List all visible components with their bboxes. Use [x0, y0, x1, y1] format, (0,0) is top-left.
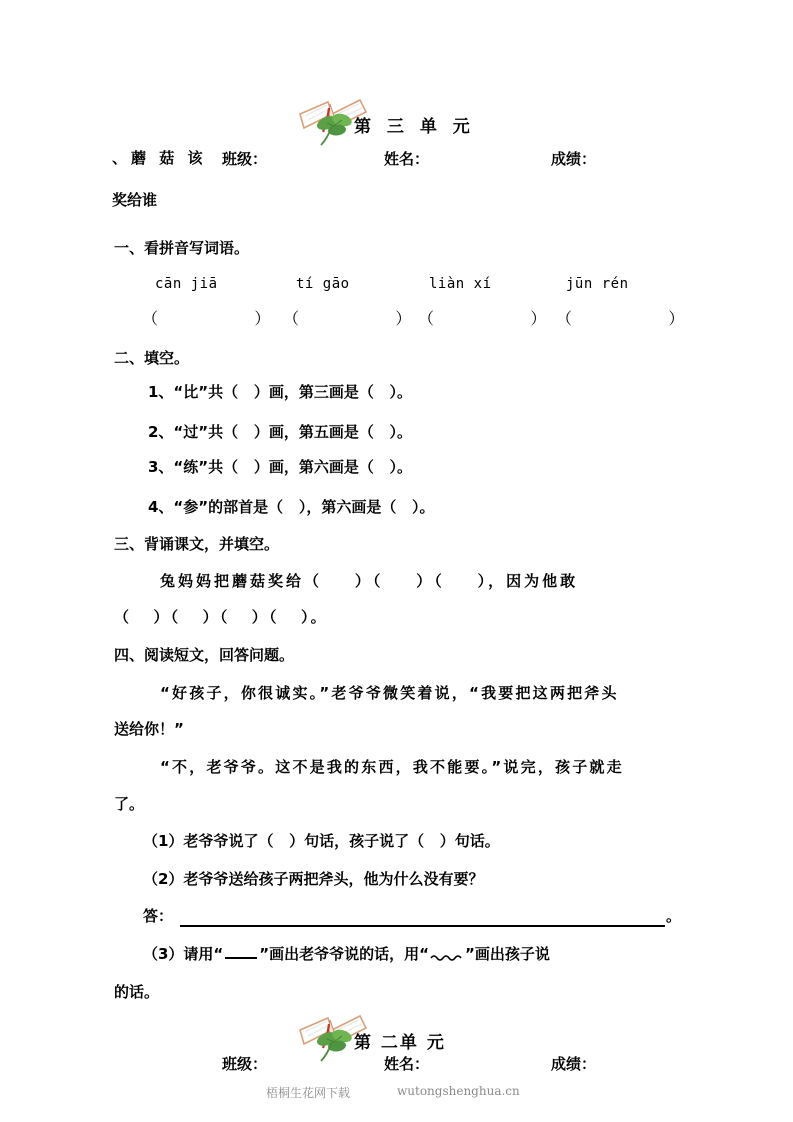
passage-line-2: 送给你！” — [114, 720, 184, 738]
question-3-line2: 的话。 — [114, 983, 160, 1001]
section-2-heading: 二、填空。 — [114, 349, 190, 367]
pinyin-blank-2[interactable]: （ ） — [283, 309, 412, 328]
name-label-bottom: 姓名： — [384, 1055, 430, 1073]
title-fragment-line1: 、蘑 菇 该 — [112, 149, 207, 167]
question-2: （2）老爷爷送给孩子两把斧头，他为什么没有要？ — [143, 870, 484, 888]
pinyin-blank-1[interactable]: （ ） — [142, 309, 271, 328]
question-3 — [143, 943, 550, 964]
class-label-top: 班级： — [222, 150, 268, 168]
fill-blank-item-2[interactable]: 2、“过”共（ ）画，第五画是（ ）。 — [148, 423, 412, 441]
section-1-heading: 一、看拼音写词语。 — [114, 239, 250, 257]
unit-title-bottom: 第 二单 元 — [354, 1032, 446, 1053]
question-3-part2: ”画出老爷爷说的话，用“ — [259, 945, 430, 963]
fill-blank-item-1[interactable]: 1、“比”共（ ）画，第三画是（ ）。 — [148, 383, 412, 401]
pinyin-item-2: tí gāo — [296, 276, 350, 292]
pinyin-blank-3[interactable]: （ ） — [418, 309, 547, 328]
passage-line-1: “好孩子，你很诚实。”老爷爷微笑着说，“我要把这两把斧头 — [160, 684, 619, 702]
question-1[interactable]: （1）老爷爷说了（ ）句话，孩子说了（ ）句话。 — [143, 832, 500, 850]
fill-blank-item-3[interactable]: 3、“练”共（ ）画，第六画是（ ）。 — [148, 458, 412, 476]
footer-site-name-cn: 梧桐生花网下载 — [266, 1086, 351, 1100]
recite-line-1[interactable]: 兔妈妈把蘑菇奖给（ ）（ ）（ ），因为他敢 — [160, 572, 579, 590]
pinyin-item-3: liàn xí — [429, 276, 492, 292]
question-3-part3: ”画出孩子说 — [465, 945, 550, 963]
score-label-top: 成绩： — [551, 150, 597, 168]
section-4-heading: 四、阅读短文，回答问题。 — [114, 646, 295, 664]
recite-line-2[interactable]: （ ）（ ）（ ）（ ）。 — [114, 608, 328, 626]
class-label-bottom: 班级： — [222, 1055, 268, 1073]
question-3-part1: （3）请用“ — [143, 945, 224, 963]
unit-title-top: 第 三 单 元 — [354, 116, 475, 137]
name-label-top: 姓名： — [384, 150, 430, 168]
score-label-bottom: 成绩： — [551, 1055, 597, 1073]
passage-line-4: 了。 — [114, 795, 145, 813]
straight-underline-mark — [223, 949, 259, 959]
pinyin-item-4: jūn rén — [566, 276, 629, 292]
fill-blank-item-4[interactable]: 4、“参”的部首是（ ），第六画是（ ）。 — [148, 498, 435, 516]
footer-site-url: wutongshenghua.cn — [397, 1084, 520, 1098]
pinyin-item-1: cān jiā — [155, 276, 218, 292]
pinyin-blank-4[interactable]: （ ） — [556, 309, 685, 328]
answer-prefix: 答： — [143, 907, 174, 925]
answer-suffix: 。 — [666, 907, 682, 925]
answer-write-line[interactable] — [180, 925, 665, 927]
section-3-heading: 三、背诵课文，并填空。 — [114, 535, 280, 553]
wavy-underline-mark — [429, 949, 465, 959]
title-fragment-line2: 奖给谁 — [112, 191, 158, 209]
passage-line-3: “不，老爷爷。这不是我的东西，我不能要。”说完，孩子就走 — [160, 758, 624, 776]
unit-banner-top — [296, 96, 475, 152]
